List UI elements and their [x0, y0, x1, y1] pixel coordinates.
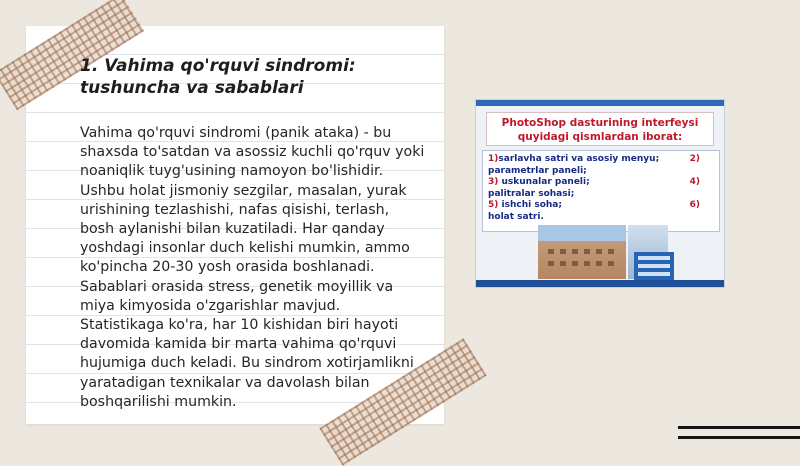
thumbnail-panel-icon — [634, 252, 674, 282]
thumbnail-building-photo — [538, 225, 626, 279]
decorative-line — [678, 426, 800, 429]
photoshop-interface-thumbnail — [475, 99, 725, 288]
thumbnail-title-line-2: quyidagi qismlardan iborat: — [517, 131, 683, 143]
slide-body-text: Vahima qo'rquvi sindromi (panik ataka) - bu shaxsda to'satdan va asossiz kuchli qo'rquv yoki noaniqlik tuyg'usining namoyon bo'lishidir. Ushbu holat jismoniy sezgilar, masalan, yurak urishining tezlashishi, nafas qisishi, terlash, bosh aylanishi bilan kuzatiladi. Har qanday yoshdagi insonlar duch kelishi mumkin, ammo ko'pincha 20-30 yosh orasida boshlanadi. Sabablari orasida stress, genetik moyillik va miya kimyosida o'zgarishlar mavjud. Statistikaga ko'ra, har 10 kishidan biri hayoti davomida kamida bir marta vahima qo'rquvi hujumiga duch keladi. Bu sindrom xotirjamlikni yaratadigan texnikalar va davolash bilan boshqarilishi mumkin. — [80, 125, 425, 410]
list-item: 5) ishchi soha; 6) — [488, 200, 700, 210]
list-item: parametrlar paneli; — [488, 165, 587, 176]
thumbnail-title-line-1: PhotoShop dasturining interfeysi — [501, 117, 699, 129]
list-item: 1)sarlavha satri va asosiy menyu; 2) — [488, 154, 700, 164]
thumbnail-footer-strip — [476, 280, 724, 287]
list-item: 3) uskunalar paneli; 4) — [488, 177, 700, 187]
thumbnail-top-strip — [476, 100, 724, 106]
thumbnail-title — [486, 112, 714, 146]
list-item: holat satri. — [488, 211, 544, 222]
thumbnail-list — [482, 150, 720, 232]
list-item: palitralar sohasi; — [488, 188, 575, 199]
decorative-line — [678, 436, 800, 439]
slide-title: 1. Vahima qo'rquvi sindromi: tushuncha va sabablari — [80, 56, 356, 98]
